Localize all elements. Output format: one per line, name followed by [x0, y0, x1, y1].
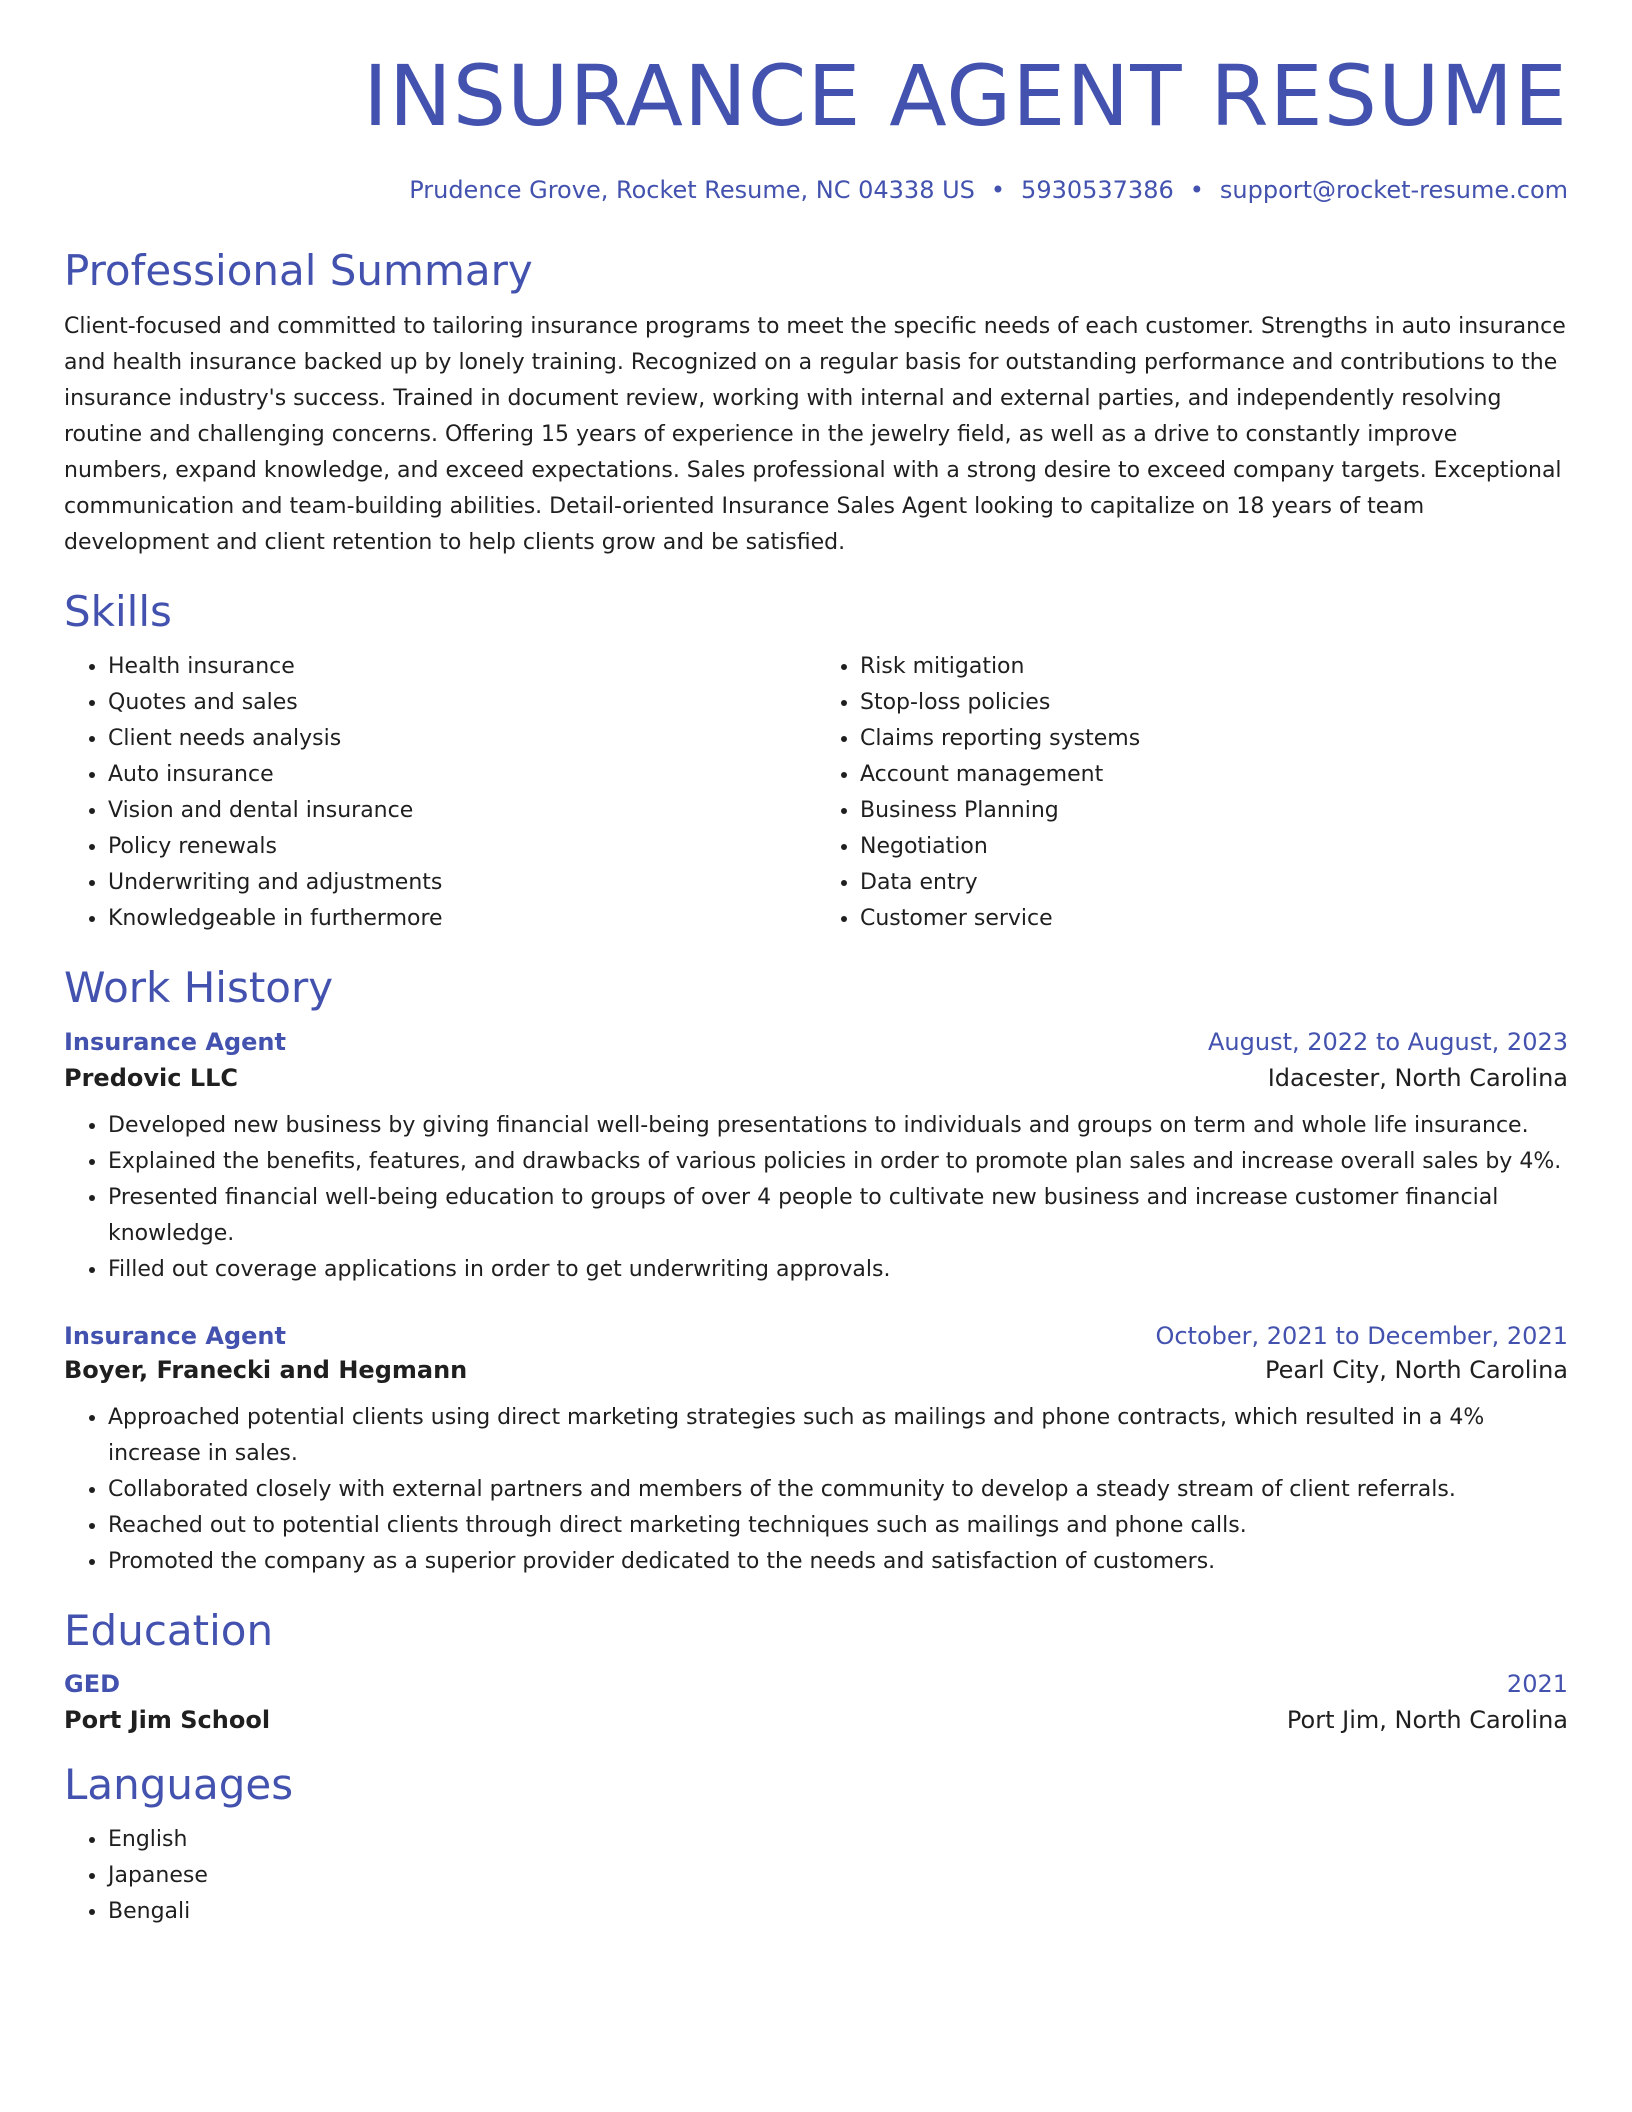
- education-school-row: [64, 1706, 1568, 1734]
- job-bullet: • Collaborated closely with external partners and members of the community to develop a steady stream of client referrals.: [108, 1472, 1568, 1508]
- job-bullet: • Approached potential clients using direct marketing strategies such as mailings and phone contracts, which resulted in a 4% increase in sales.: [108, 1400, 1568, 1472]
- language-item: • Bengali: [108, 1894, 1568, 1930]
- contact-line: [64, 176, 1568, 204]
- skill-item: • Vision and dental insurance: [108, 793, 816, 829]
- skill-item: • Negotiation: [860, 829, 1568, 865]
- education-degree: GED: [64, 1669, 121, 1698]
- job-title: Insurance Agent: [64, 1027, 286, 1056]
- job-company-row: [64, 1356, 1568, 1384]
- skill-item: • Health insurance: [108, 649, 816, 685]
- languages-list: [64, 1822, 1568, 1930]
- job-company: Predovic LLC: [64, 1063, 239, 1092]
- job-company-row: [64, 1064, 1568, 1092]
- skill-item: • Knowledgeable in furthermore: [108, 901, 816, 937]
- job-header: [64, 1322, 1568, 1350]
- skills-column-left: [64, 649, 816, 937]
- language-item: • Japanese: [108, 1858, 1568, 1894]
- job-bullet: • Promoted the company as a superior provider dedicated to the needs and satisfaction of customers.: [108, 1544, 1568, 1580]
- skill-item: • Auto insurance: [108, 757, 816, 793]
- job-entry: [64, 1028, 1568, 1288]
- skills-column-right: [816, 649, 1568, 937]
- job-title: Insurance Agent: [64, 1321, 286, 1350]
- skill-item: • Policy renewals: [108, 829, 816, 865]
- job-bullets: [64, 1108, 1568, 1288]
- skill-item: • Claims reporting systems: [860, 721, 1568, 757]
- job-header: [64, 1028, 1568, 1056]
- skill-item: • Quotes and sales: [108, 685, 816, 721]
- resume-title: INSURANCE AGENT RESUME: [363, 47, 1568, 145]
- skill-item: • Stop-loss policies: [860, 685, 1568, 721]
- job-company: Boyer, Franecki and Hegmann: [64, 1355, 468, 1384]
- skill-item: • Customer service: [860, 901, 1568, 937]
- summary-heading: Professional Summary: [64, 246, 533, 296]
- education-entry: [64, 1670, 1568, 1734]
- job-bullet: • Explained the benefits, features, and drawbacks of various policies in order to promote plan sales and increase overall sales by 4%.: [108, 1144, 1568, 1180]
- skill-item: • Account management: [860, 757, 1568, 793]
- job-bullet: • Reached out to potential clients through direct marketing techniques such as mailings and phone calls.: [108, 1508, 1568, 1544]
- education-header: [64, 1670, 1568, 1698]
- job-dates: October, 2021 to December, 2021: [1155, 1321, 1568, 1350]
- education-year: 2021: [1506, 1669, 1568, 1698]
- summary-text: Client-focused and committed to tailoring insurance programs to meet the specific needs of each customer. Strengths in auto insurance and health insurance backed up by lonely training. Recognized on a regular basis for outstanding performance and contributions to the insurance industry's success. Trained in document review, working with internal and external parties, and independently resolving routine and challenging concerns. Offering 15 years of experience in the jewelry field, as well as a drive to constantly improve numbers, expand knowledge, and exceed expectations. Sales professional with a strong desire to exceed company targets. Exceptional communication and team-building abilities. Detail-oriented Insurance Sales Agent looking to capitalize on 18 years of team development and client retention to help clients grow and be satisfied.: [64, 313, 1566, 555]
- job-location: Pearl City, North Carolina: [1264, 1355, 1568, 1384]
- skills-heading: Skills: [64, 586, 172, 636]
- job-bullets: [64, 1400, 1568, 1580]
- contact-separator: •: [1189, 176, 1204, 205]
- work-history-heading: Work History: [64, 963, 334, 1013]
- skill-item: • Client needs analysis: [108, 721, 816, 757]
- skill-item: • Data entry: [860, 865, 1568, 901]
- contact-separator: •: [990, 176, 1006, 205]
- skills-list: [64, 649, 1568, 937]
- skill-item: • Business Planning: [860, 793, 1568, 829]
- education-location: Port Jim, North Carolina: [1286, 1705, 1568, 1734]
- contact-address: Prudence Grove, Rocket Resume, NC 04338 US: [409, 176, 975, 205]
- job-bullet: • Developed new business by giving financial well-being presentations to individuals and groups on term and whole life insurance.: [108, 1108, 1568, 1144]
- job-bullet: • Filled out coverage applications in order to get underwriting approvals.: [108, 1252, 1568, 1288]
- education-heading: Education: [64, 1605, 274, 1655]
- job-bullet: • Presented financial well-being education to groups of over 4 people to cultivate new business and increase customer financial knowledge.: [108, 1180, 1568, 1252]
- education-school: Port Jim School: [64, 1705, 271, 1734]
- job-location: Idacester, North Carolina: [1267, 1063, 1568, 1092]
- language-item: • English: [108, 1822, 1568, 1858]
- contact-phone: 5930537386: [1021, 176, 1174, 205]
- job-entry: [64, 1322, 1568, 1580]
- languages-heading: Languages: [64, 1759, 294, 1809]
- skill-item: • Underwriting and adjustments: [108, 865, 816, 901]
- contact-email: support@rocket-resume.com: [1219, 176, 1568, 205]
- job-dates: August, 2022 to August, 2023: [1208, 1027, 1568, 1056]
- skill-item: • Risk mitigation: [860, 649, 1568, 685]
